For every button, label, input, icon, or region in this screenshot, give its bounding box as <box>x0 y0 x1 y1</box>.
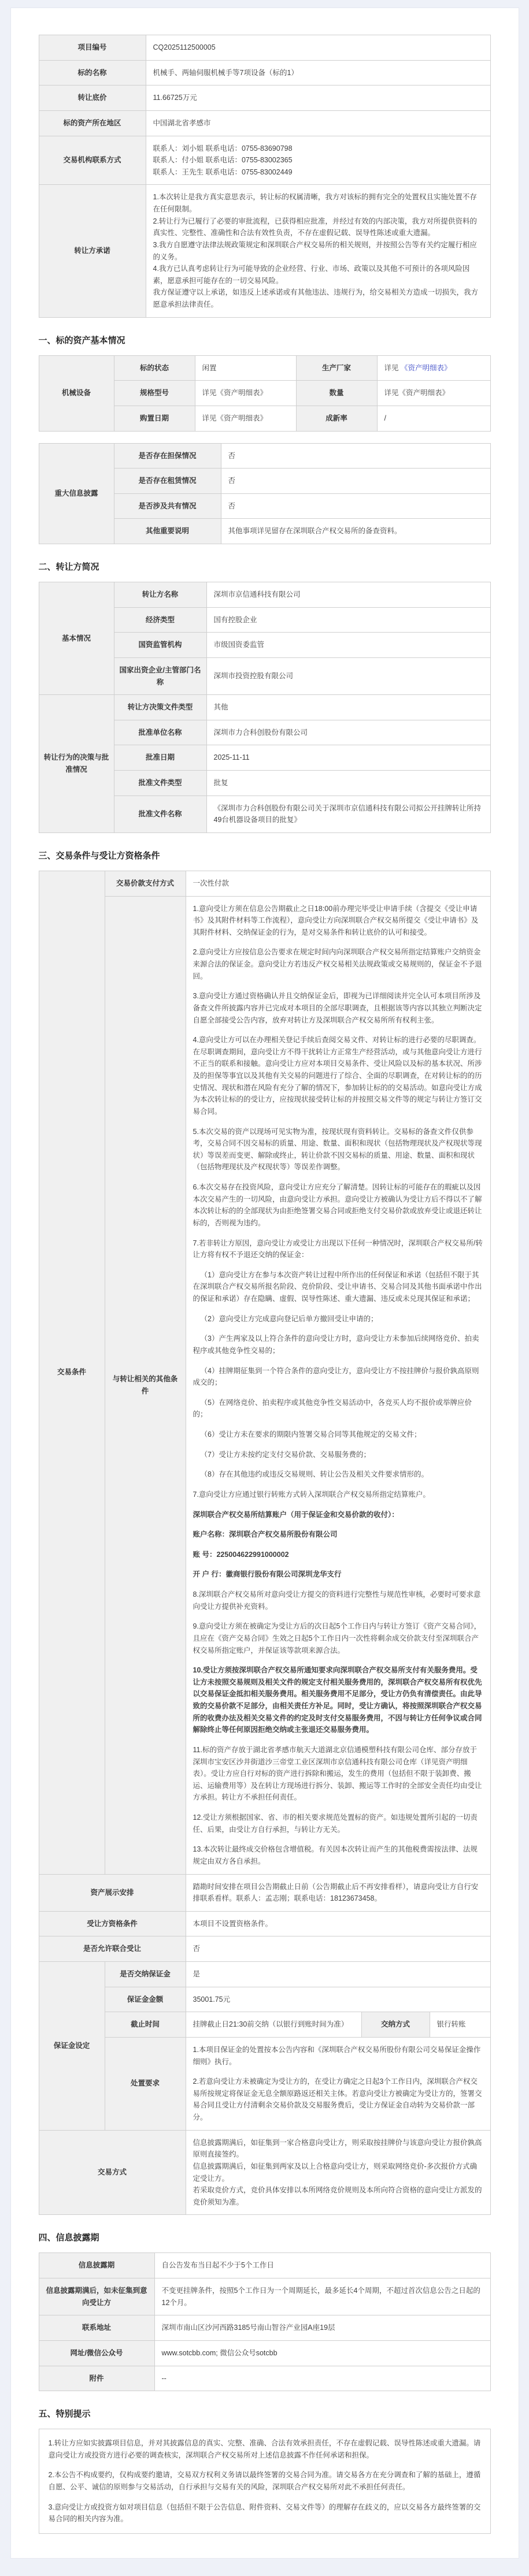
table-row <box>39 1936 490 1962</box>
newness-rate-label: 成新率 <box>296 406 377 431</box>
condition-subitem: （5）在网络竞价、拍卖程序或其他竞争性交易活动中，各竞买人均不报价或举牌应价的； <box>193 1398 472 1419</box>
economic-type-value: 国有控股企业 <box>206 607 490 633</box>
condition-paragraph: 3.意向受让方通过资格确认并且交纳保证金后，即视为已详细阅读并完全认可本项目所涉及备查文件所披露内容并已完成对本项目的全部尽职调查，且根据该等内容以其独立判断决定自愿全部接受公告内容，放弃对转让方及深圳联合产权交易所所有权利主张。 <box>193 992 482 1024</box>
section-title-transferor: 二、转让方简况 <box>38 562 99 572</box>
trade-method-value <box>186 2130 490 2215</box>
deposit-amount-label: 保证金金额 <box>105 1987 186 2012</box>
spec-model-value: 详见《资产明细表》 <box>195 381 296 406</box>
commitment-line: 4.我方已认真考虑转让行为可能导致的企业经营、行业、市场、政策以及其他不可预计的各项风险因素，愿意承担可能存在的一切交易风险。 <box>153 265 470 285</box>
transferor-name-value: 深圳市京信通科技有限公司 <box>206 582 490 608</box>
table-row <box>39 443 490 469</box>
asset-region-label: 标的资产所在地区 <box>39 110 146 136</box>
joint-transfer-value: 否 <box>186 1936 490 1962</box>
deposit-group-label: 保证金设定 <box>39 1962 105 2131</box>
table-row <box>39 896 490 1874</box>
guarantee-exist-value: 否 <box>221 443 490 469</box>
target-status-value: 闲置 <box>195 355 296 381</box>
condition-subitem: （6）受让方未在要求的期限内签署交易合同等其他规定的交易文件； <box>200 1430 421 1438</box>
newness-rate-value: / <box>377 406 490 431</box>
disclosure-table <box>39 443 491 545</box>
table-row <box>39 2130 490 2215</box>
condition-paragraph: 9.意向受让方须在被确定为受让方后的次日起5个工作日内与转让方签订《资产交易合同》，且应在《资产交易合同》生效之日起5个工作日内一次性将剩余成交价款支付至深圳联合产权交易所指定账户，并保证该等款项来源合法。 <box>193 1622 482 1655</box>
condition-paragraph: 8.深圳联合产权交易所对意向受让方提交的资料进行完整性与规范性审核，必要时可要求意向受让方提供补充资料。 <box>193 1590 481 1611</box>
bank-branch-line: 开 户 行：徽商银行股份有限公司深圳龙华支行 <box>193 1570 342 1579</box>
asset-display-label: 资产展示安排 <box>39 1874 186 1911</box>
table-row <box>39 1911 490 1936</box>
table-row <box>39 60 490 86</box>
approval-doc-name-label: 批准文件名称 <box>114 796 206 832</box>
sasac-value: 市级国资委监管 <box>206 633 490 658</box>
announcement-card <box>10 8 519 2559</box>
other-conditions-value <box>186 896 490 1874</box>
deposit-disposal-value <box>186 2037 490 2130</box>
approval-unit-value: 深圳市力合科创股份有限公司 <box>206 720 490 745</box>
lease-exist-label: 是否存在租赁情况 <box>114 469 221 494</box>
special-notice-box <box>39 2429 491 2534</box>
condition-paragraph: 10.受让方须按深圳联合产权交易所通知要求向深圳联合产权交易所支付有关服务费用。受让方未按照交易规则及相关文件的规定支付相关服务费用的，深圳联合产权交易所有权优先以交易保证金抵扣相关服务费用。相关服务费用不足部分，受让方仍负有清偿责任。由此导致的交易价款不足部分，由相关责任方补足。同时，受让方确认，将按照深圳联合产权交易所的收费办法及相关交易文件的约定及时支付交易服务费用，不因与转让方任何争议或合同解除终止等任何原因拒绝交纳或主张退还交易服务费用。 <box>193 1666 482 1734</box>
table-row <box>39 86 490 111</box>
commitment-line: 1.本次转让是我方真实意思表示，转让标的权属清晰，我方对该标的拥有完全的处置权且实施处置不存在任何限制。 <box>153 193 477 213</box>
account-number-line: 账 号：225004622991000002 <box>193 1550 289 1559</box>
section-title-special-notice: 五、特别提示 <box>38 2409 91 2419</box>
table-row <box>39 355 490 381</box>
contact-line: 联系人：王先生 联系电话：0755-83002449 <box>153 168 293 176</box>
condition-paragraph: 12.受让方须根据国家、省、市的相关要求规范处置标的资产。如违规处置所引起的一切责任、后果，由受让方自行承担，与转让方无关。 <box>193 1813 478 1834</box>
settlement-account-heading: 深圳联合产权交易所结算账户（用于保证金和交易价款的收付）： <box>193 1510 399 1519</box>
table-row <box>39 35 490 61</box>
transferee-qualification-value: 本项目不设置资格条件。 <box>186 1911 490 1936</box>
extension-rule-value: 不变更挂牌条件，按照5个工作日为一个周期延长，最多延长4个周期，不超过首次信息公告之日起的12个月。 <box>154 2278 490 2315</box>
see-detail-prefix: 详见 <box>384 363 401 372</box>
equipment-table <box>39 355 491 432</box>
trade-conditions-group-label: 交易条件 <box>39 871 105 1874</box>
condition-subitem: （2）意向受让方完成意向登记后单方撤回受让申请的； <box>200 1314 378 1323</box>
section-title-conditions: 三、交易条件与受让方资格条件 <box>38 850 160 861</box>
condition-paragraph: 11.标的资产存放于湖北省孝感市航天大道湖北京信通模塑科技有限公司仓库、部分存放于深圳市宝安区沙井街道沙三帝堂工业区深圳市京信通科技有限公司仓库（详见资产明细表）。受让方应自行对标的资产进行拆除和搬运，发生的费用（包括但不限于装卸费、搬运、运输费用等）及在转让方现场进行拆分、装卸、搬运等工作时的全部安全责任均由受让方承担。转让方不承担任何责任。 <box>193 1745 482 1802</box>
table-row <box>39 185 490 317</box>
section-title-asset-basic: 一、标的资产基本情况 <box>38 335 125 345</box>
table-row <box>39 871 490 896</box>
basic-info-group-label: 基本情况 <box>39 582 114 695</box>
transferor-name-label: 转让方名称 <box>114 582 206 608</box>
approval-date-value: 2025-11-11 <box>206 745 490 771</box>
deposit-method-value: 银行转账 <box>430 2012 490 2038</box>
other-note-value: 其他事项详见留存在深圳联合产权交易所的备查资料。 <box>221 519 490 544</box>
approval-unit-label: 批准单位名称 <box>114 720 206 745</box>
condition-subitem: （1）意向受让方在参与本次资产转让过程中所作出的任何保证和承诺（包括但不限于其在深圳联合产权交易所报名阶段、竞价阶段、受让申请书、交易合同及其他书面承诺中作出的保证和承诺）存在隐瞒、虚假、误导性陈述、重大遗漏、违反或未兑现其保证和承诺； <box>193 1270 482 1303</box>
purchase-date-value: 详见《资产明细表》 <box>195 406 296 431</box>
deposit-amount-value: 35001.75元 <box>186 1987 490 2012</box>
payment-method-value: 一次性付款 <box>186 871 490 896</box>
transfer-price-label: 转让底价 <box>39 86 146 111</box>
table-row <box>39 1987 490 2012</box>
approval-date-label: 批准日期 <box>114 745 206 771</box>
disposal-paragraph: 2.若意向受让方未被确定为受让方的，在受让方确定之日起3个工作日内，深圳联合产权交易所按规定将保证金无息全额原路返还相关主体。若意向受让方被确定为受让方的，签署交易合同且受让方付清剩余交易价款及交易服务费后，受让方保证金自动转为交易价款一部分。 <box>193 2077 482 2121</box>
table-row <box>39 695 490 720</box>
quantity-label: 数量 <box>296 381 377 406</box>
economic-type-label: 经济类型 <box>114 607 206 633</box>
condition-subitem: （7）受让方未按约定支付交易价款、交易服务费的； <box>200 1450 371 1459</box>
notice-paragraph: 2.本公告不构成要约，仅构成要约邀请，交易双方权利义务请以最终签署的交易合同为准。请交易各方在充分调查和了解的基础上，遵循自愿、公平、诚信的原则参与交易活动，自行承担与交易有关的风险，深圳联合产权交易所对此不承担任何责任。 <box>48 2471 481 2491</box>
disclosure-period-table <box>39 2252 491 2391</box>
sasac-label: 国资监管机构 <box>114 633 206 658</box>
contact-value <box>146 136 490 185</box>
transferor-table <box>39 582 491 833</box>
condition-paragraph: 7.意向受让方应通过银行转账方式转入深圳联合产权交易所指定结算账户。 <box>193 1490 430 1499</box>
state-funded-enterprise-value: 深圳市投资控股有限公司 <box>206 657 490 694</box>
approval-doc-name-value: 《深圳市力合科创股份有限公司关于深圳市京信通科技有限公司拟公开挂牌转让所持49台机器设备项目的批复》 <box>206 796 490 832</box>
table-row <box>39 2253 490 2278</box>
table-row <box>39 2340 490 2366</box>
commitment-line: 我方保证遵守以上承诺，如违反上述承诺或有其他违法、违规行为，给交易相关方造成一切损失，我方愿意承担法律责任。 <box>153 288 479 308</box>
table-row <box>39 2278 490 2315</box>
transferee-qualification-label: 受让方资格条件 <box>39 1911 186 1936</box>
summary-table <box>39 35 491 318</box>
spec-model-label: 规格型号 <box>114 381 195 406</box>
deposit-deadline-value: 挂牌截止日21:30前交纳（以银行到账时间为准） <box>186 2012 361 2038</box>
transferor-commitment-label: 转让方承诺 <box>39 185 146 317</box>
deposit-deadline-label: 截止时间 <box>105 2012 186 2038</box>
condition-paragraph: 2.意向受让方应按信息公告要求在规定时间内向深圳联合产权交易所指定结算账户交纳资金来源合法的保证金。意向受让方若违反产权交易相关法规政策或交易规则的，保证金不予退回。 <box>193 948 482 980</box>
joint-transfer-label: 是否允许联合受让 <box>39 1936 186 1962</box>
other-note-label: 其他重要说明 <box>114 519 221 544</box>
decision-doc-type-value: 其他 <box>206 695 490 720</box>
commitment-line: 3.我方自愿遵守法律法规政策规定和深圳联合产权交易所的相关规则，并按照公告等有关约定履行相应的义务。 <box>153 240 477 261</box>
co-ownership-value: 否 <box>221 493 490 519</box>
disclosure-period-value: 自公告发布当日起不少于5个工作日 <box>154 2253 490 2278</box>
co-ownership-label: 是否涉及共有情况 <box>114 493 221 519</box>
website-wechat-label: 网址/微信公众号 <box>39 2340 154 2366</box>
deposit-required-value: 是 <box>186 1962 490 1987</box>
manufacturer-value <box>377 355 490 381</box>
table-row <box>39 2315 490 2341</box>
asset-region-value: 中国湖北省孝感市 <box>146 110 490 136</box>
contact-label: 交易机构联系方式 <box>39 136 146 185</box>
project-number-label: 项目编号 <box>39 35 146 61</box>
condition-paragraph: 1.意向受让方须在信息公告期截止之日18:00前办理完毕受让申请手续（含提交《受让申请书》及其附件材料等工作流程），意向受让方向深圳联合产权交易所提交《受让申请书》及其附件材料、交纳保证金的行为，是对交易条件和转让底价的认可和接受。 <box>193 904 479 936</box>
other-conditions-label: 与转让相关的其他条件 <box>105 896 186 1874</box>
disposal-paragraph: 1.本项目保证金的处置按本公告内容和《深圳联合产权交易所股份有限公司交易保证金操作细则》执行。 <box>193 2045 481 2066</box>
target-name-value: 机械手、两轴伺服机械手等7项设备（标的1） <box>146 60 490 86</box>
condition-paragraph: 7.若非转让方原因，意向受让方或受让方出现以下任何一种情况时，深圳联合产权交易所/转让方将有权不予退还交纳的保证金： <box>193 1239 483 1259</box>
account-name-line: 账户名称：深圳联合产权交易所股份有限公司 <box>193 1530 338 1539</box>
contact-address-label: 联系地址 <box>39 2315 154 2341</box>
extension-rule-label: 信息披露期满后，如未征集到意向受让方 <box>39 2278 154 2315</box>
trade-method-label: 交易方式 <box>39 2130 186 2215</box>
disclosure-period-label: 信息披露期 <box>39 2253 154 2278</box>
trade-method-line: 信息披露期满后，如征集到两家及以上合格意向受让方，则采取网络竞价-多次报价方式确定受让方。 <box>193 2162 478 2183</box>
transfer-price-value: 11.66725万元 <box>146 86 490 111</box>
attachment-label: 附件 <box>39 2366 154 2391</box>
conditions-table <box>39 871 491 2216</box>
deposit-disposal-label: 处置要求 <box>105 2037 186 2130</box>
table-row <box>39 1962 490 1987</box>
condition-subitem: （3）产生两家及以上符合条件的意向受让方时，意向受让方未参加后续网络竞价、拍卖程序或其他竞争性交易的； <box>193 1335 479 1355</box>
condition-paragraph: 5.本次交易的资产以现场可见实物为准，按现状现有资料转让。交易标的备查文件仅供参考，交易合同不因交易标的质量、用途、数量、面积和现状（包括物理现状及产权现状等现状）等误差而变更、解除或终止，转让价款不因交易标的质量、用途、数量、面积和现状（包括物理现状及产权现状等）等误差作调整。 <box>193 1127 482 1172</box>
deposit-required-label: 是否交纳保证金 <box>105 1962 186 1987</box>
decision-doc-type-label: 转让方决策文件类型 <box>114 695 206 720</box>
commitment-line: 2.转让行为已履行了必要的审批流程，已获得相应批准，并经过有效的内部决策，我方对所提供资料的真实性、完整性、准确性和合法有效性负责，不存在虚假记载、误导性陈述或重大遗漏。 <box>153 217 477 237</box>
trade-method-line: 若采取竞价方式，竞价具体安排以本所网络竞价规则及本所向符合资格的意向受让方派发的竞价须知为准。 <box>193 2186 482 2206</box>
website-wechat-value: www.sotcbb.com; 微信公众号sotcbb <box>154 2340 490 2366</box>
purchase-date-label: 购置日期 <box>114 406 195 431</box>
transferor-commitment-value <box>146 185 490 317</box>
condition-subitem: （8）存在其他违约或违反交易规则、转让公告及相关文件要求情形的。 <box>200 1470 428 1479</box>
manufacturer-label: 生产厂家 <box>296 355 377 381</box>
approval-doc-type-label: 批准文件类型 <box>114 771 206 796</box>
table-row <box>39 2012 490 2038</box>
contact-line: 联系人：刘小姐 联系电话：0755-83690798 <box>153 144 293 153</box>
major-disclosure-group-label: 重大信息披露 <box>39 443 114 544</box>
notice-paragraph: 3.意向受让方或投资方如对项目信息（包括但不限于公告信息、附件资料、交易文件等）的理解存在歧义的，应以交易各方最终签署的交易合同的相关内容为准。 <box>48 2503 481 2523</box>
quantity-value: 详见《资产明细表》 <box>377 381 490 406</box>
table-row <box>39 2366 490 2391</box>
table-row <box>39 582 490 608</box>
condition-paragraph: 13.本次转让最终成交价格包含增值税。有关因本次转让而产生的其他税费需按法律、法规规定由双方各自承担。 <box>193 1845 478 1865</box>
target-status-label: 标的状态 <box>114 355 195 381</box>
table-row <box>39 136 490 185</box>
section-title-disclosure-period: 四、信息披露期 <box>38 2233 99 2243</box>
trade-method-line: 信息披露期满后，如征集到一家合格意向受让方，则采取按挂牌价与该意向受让方报价孰高原则直接签约。 <box>193 2138 482 2159</box>
notice-paragraph: 1.转让方应如实披露项目信息，并对其披露信息的真实、完整、准确、合法有效承担责任，不存在虚假记载、误导性陈述或重大遗漏。请意向受让方或投资方进行必要的调查核实，深圳联合产权交易所对上述信息披露不作任何承诺和担保。 <box>48 2439 481 2459</box>
project-number-value: CQ2025112500005 <box>146 35 490 61</box>
target-name-label: 标的名称 <box>39 60 146 86</box>
table-row <box>39 2037 490 2130</box>
payment-method-label: 交易价款支付方式 <box>105 871 186 896</box>
asset-detail-link[interactable]: 《资产明细表》 <box>400 363 452 372</box>
state-funded-enterprise-label: 国家出资企业/主管部门名称 <box>114 657 206 694</box>
condition-paragraph: 6.本次交易存在投资风险，意向受让方应充分了解清楚。因转让标的可能存在的瑕疵以及因本次交易产生的一切风险，由意向受让方承担。意向受让方被确认为受让方后不得以不了解本次转让标的的全部现状为由拒绝签署交易合同或拒绝支付交易价款或放弃受让或退还转让标的，否则视为违约。 <box>193 1183 482 1227</box>
approval-doc-type-value: 批复 <box>206 771 490 796</box>
condition-subitem: （4）挂牌期征集到一个符合条件的意向受让方，意向受让方不按挂牌价与报价孰高原则成交的； <box>193 1366 479 1387</box>
approval-group-label: 转让行为的决策与批准情况 <box>39 695 114 833</box>
attachment-value: -- <box>154 2366 490 2391</box>
contact-address-value: 深圳市南山区沙河西路3185号南山智谷产业园A座19层 <box>154 2315 490 2341</box>
guarantee-exist-label: 是否存在担保情况 <box>114 443 221 469</box>
table-row <box>39 1874 490 1911</box>
lease-exist-value: 否 <box>221 469 490 494</box>
contact-line: 联系人：付小姐 联系电话：0755-83002365 <box>153 156 293 165</box>
table-gap <box>39 432 491 443</box>
deposit-method-label: 交纳方式 <box>361 2012 430 2038</box>
table-row <box>39 110 490 136</box>
asset-display-value: 踏勘时间安排在项目公告期截止日前（公告期截止后不再安排看样），请意向受让方自行安排联系看样。联系人：孟志刚；联系电话：18123673458。 <box>186 1874 490 1911</box>
equipment-group-label: 机械设备 <box>39 355 114 431</box>
condition-paragraph: 4.意向受让方可以在办理相关登记手续后查阅交易文件、对转让标的进行必要的尽职调查。在尽职调查期间，意向受让方不得干扰转让方正常生产经营活动，或与其他意向受让方进行不正当的联系和接触。意向受让方应对本项目交易条件、受让风险以及标的基本状况、所涉及的担保等事宜以及其他有关交易的问题进行了综合、全面的尽职调查，在对转让标的的历史情况、现状和潜在风险有充分了解的情况下，参加转让标的的交易活动。如意向受让方成为本次转让标的的受让方，应按现状接受转让标的并按照交易文件等的规定与转让方签订交易合同。 <box>193 1036 482 1116</box>
